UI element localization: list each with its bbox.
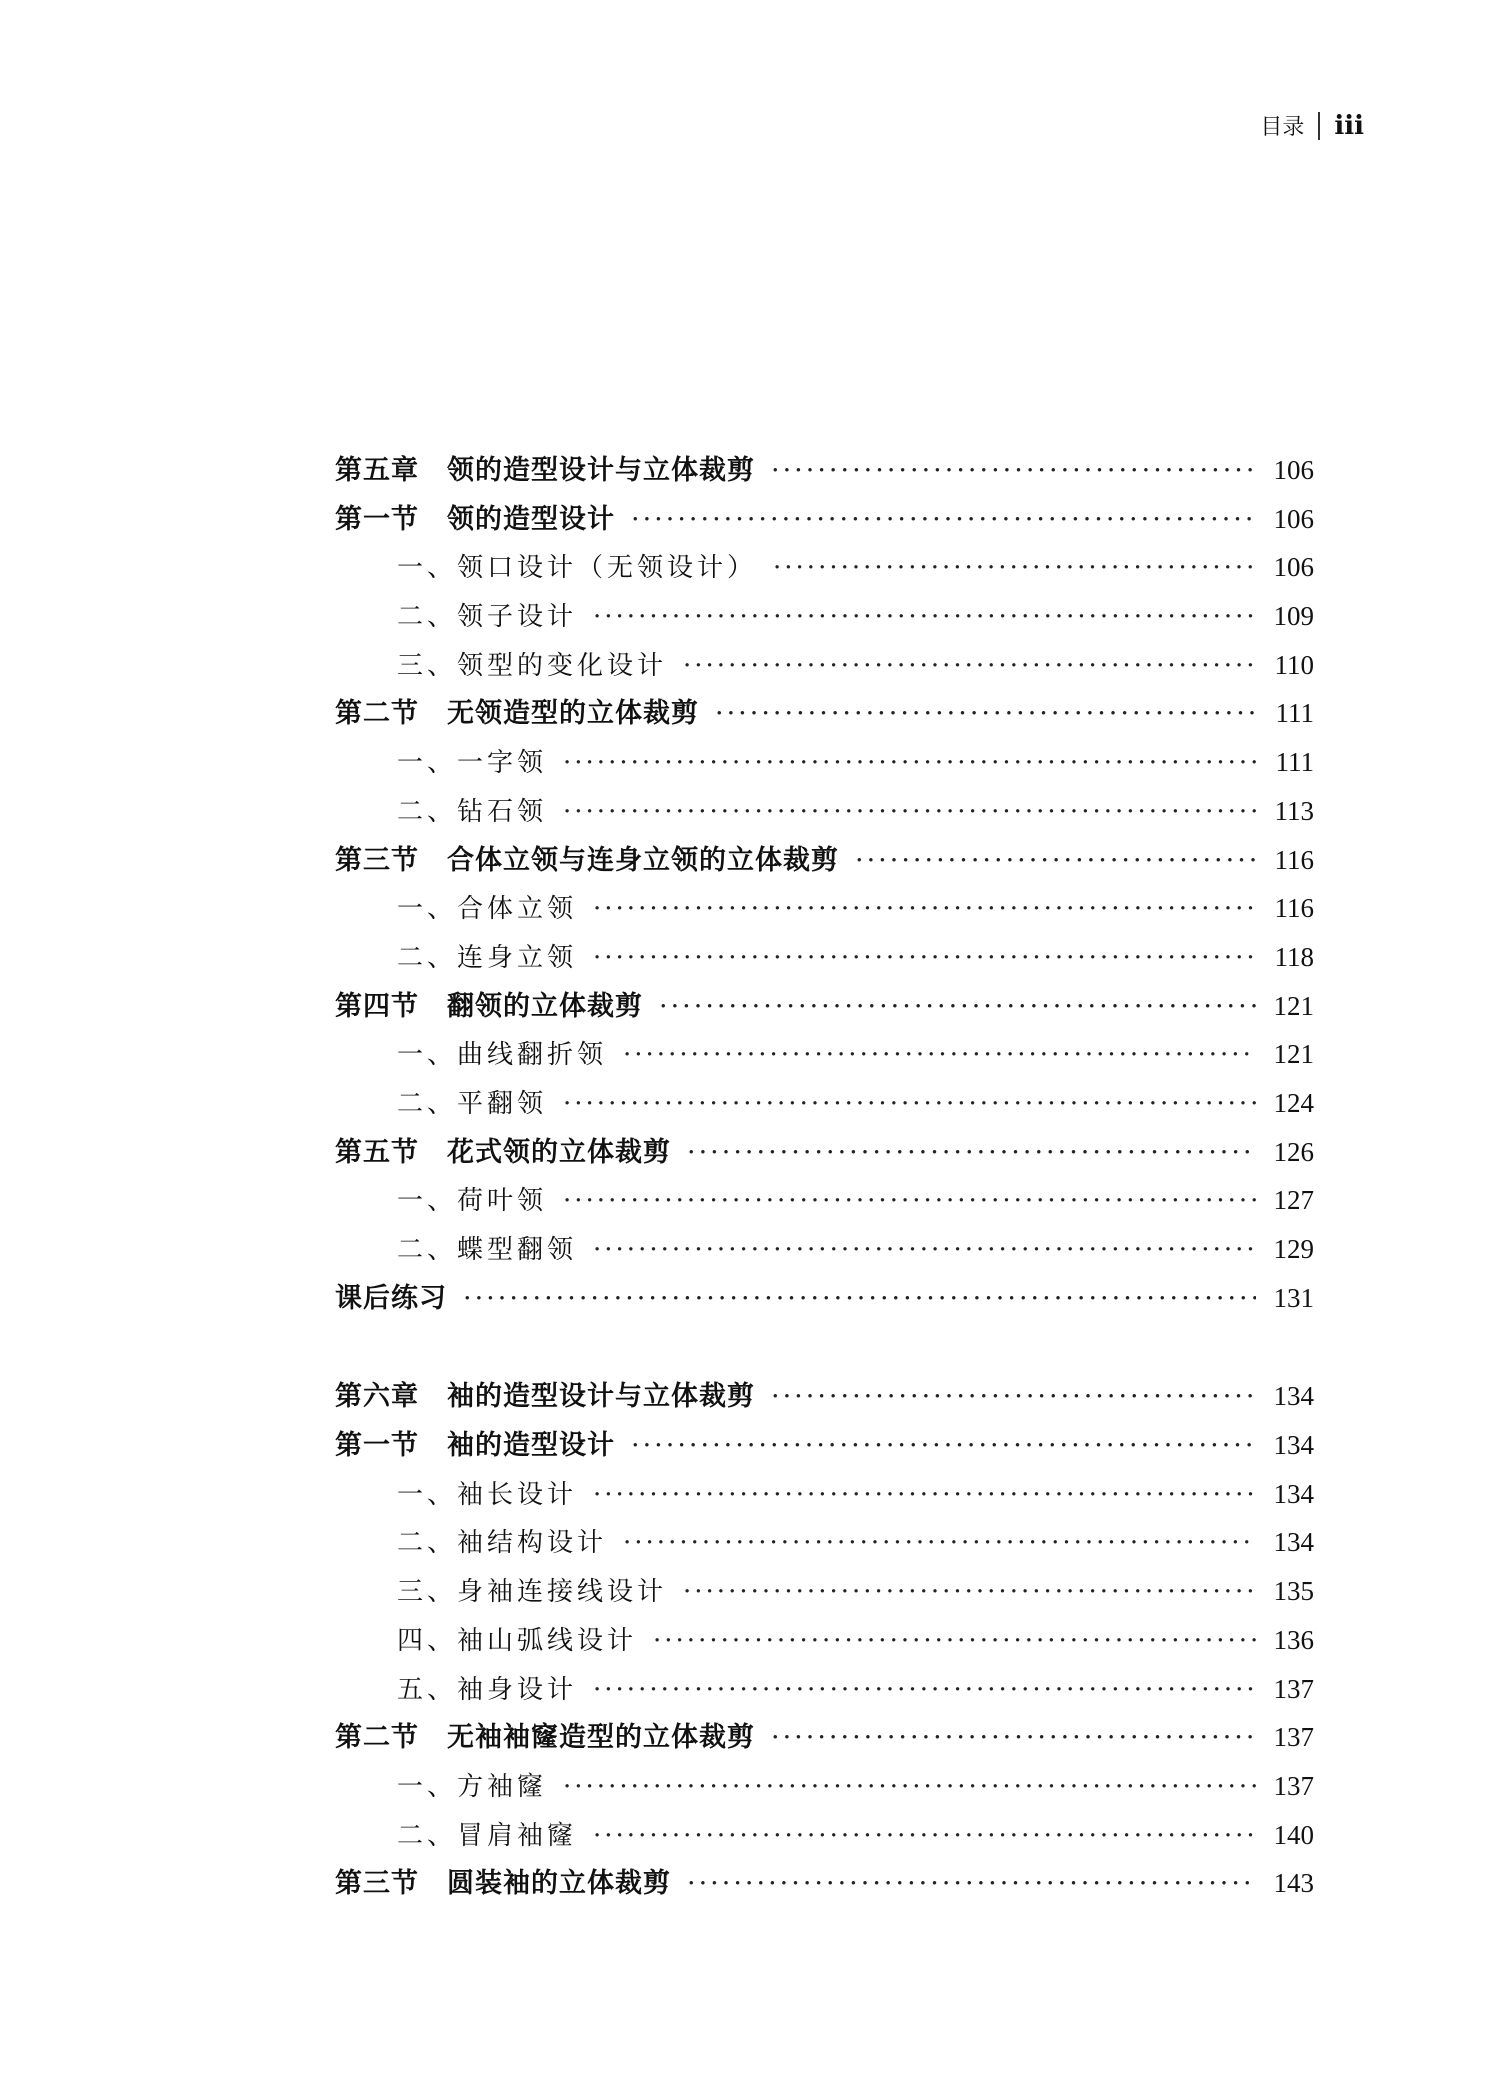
dot-leader xyxy=(771,447,1256,496)
toc-entry-title: 圆装袖的立体裁剪 xyxy=(447,1868,671,1900)
toc-entry-page: 118 xyxy=(1274,941,1314,972)
toc-entry-item[interactable] xyxy=(335,1518,1314,1567)
toc-entry-section[interactable] xyxy=(335,1421,1314,1470)
toc-entry-page: 129 xyxy=(1273,1234,1314,1264)
toc-entry-section[interactable] xyxy=(335,1274,1314,1323)
toc-entry-title: 领的造型设计与立体裁剪 xyxy=(447,455,755,486)
toc-entry-number: 第四节 xyxy=(335,990,419,1022)
toc-entry-number: 课后练习 xyxy=(335,1282,447,1314)
toc-entry-page: 135 xyxy=(1273,1576,1314,1607)
dot-leader xyxy=(771,1373,1256,1422)
dot-leader xyxy=(715,690,1256,739)
toc-entry-page: 121 xyxy=(1273,990,1314,1021)
toc-entry-title: 二、袖结构设计 xyxy=(397,1528,608,1559)
toc-entry-section[interactable] xyxy=(335,1128,1314,1177)
toc-entry-number: 第五节 xyxy=(335,1136,419,1168)
dot-leader xyxy=(593,1471,1256,1520)
toc-entry-title: 无领造型的立体裁剪 xyxy=(447,698,699,730)
header-page-number: iii xyxy=(1334,110,1364,141)
toc-entry-item[interactable] xyxy=(335,1470,1314,1519)
toc-chapter-block xyxy=(335,1372,1314,1908)
toc-entry-number: 第三节 xyxy=(335,844,419,876)
toc-entry-page: 126 xyxy=(1273,1136,1314,1167)
toc-entry-number: 第三节 xyxy=(335,1868,419,1900)
toc-entry-page: 106 xyxy=(1273,503,1314,534)
toc-entry-page: 143 xyxy=(1273,1868,1314,1899)
toc-entry-section[interactable] xyxy=(335,495,1314,544)
toc-entry-title: 一、合体立领 xyxy=(397,894,578,925)
toc-entry-number: 第二节 xyxy=(335,1722,419,1754)
dot-leader xyxy=(593,593,1256,642)
toc-entry-title: 四、袖山弧线设计 xyxy=(397,1625,638,1656)
dot-leader xyxy=(563,788,1256,837)
toc-entry-page: 116 xyxy=(1274,844,1314,875)
toc-entry-page: 127 xyxy=(1273,1185,1314,1216)
toc-entry-page: 106 xyxy=(1273,455,1314,485)
toc-entry-page: 109 xyxy=(1273,601,1314,632)
toc-entry-item[interactable] xyxy=(335,1176,1314,1225)
toc-entry-title: 二、冒肩袖窿 xyxy=(397,1820,578,1851)
toc-entry-title: 袖的造型设计与立体裁剪 xyxy=(447,1381,755,1413)
toc-entry-chapter[interactable] xyxy=(335,446,1314,495)
toc-entry-title: 五、袖身设计 xyxy=(397,1674,578,1705)
toc-entry-item[interactable] xyxy=(335,1665,1314,1714)
header-divider xyxy=(1318,112,1320,140)
dot-leader xyxy=(683,642,1256,691)
toc-entry-page: 134 xyxy=(1273,1381,1314,1412)
toc-entry-item[interactable] xyxy=(335,1616,1314,1665)
toc-entry-title: 三、身袖连接线设计 xyxy=(397,1577,668,1608)
toc-entry-title: 一、领口设计（无领设计） xyxy=(397,553,758,584)
dot-leader xyxy=(463,1275,1256,1324)
toc-entry-page: 110 xyxy=(1274,649,1314,680)
toc-entry-title: 二、连身立领 xyxy=(397,942,578,973)
toc-entry-item[interactable] xyxy=(335,787,1314,836)
toc-entry-title: 一、方袖窿 xyxy=(397,1771,548,1802)
toc-entry-page: 134 xyxy=(1273,1478,1314,1509)
dot-leader xyxy=(855,837,1256,886)
dot-leader xyxy=(623,1519,1256,1568)
table-of-contents xyxy=(335,446,1314,1908)
toc-entry-title: 袖的造型设计 xyxy=(447,1430,615,1462)
toc-entry-item[interactable] xyxy=(335,884,1314,933)
toc-entry-page: 136 xyxy=(1273,1624,1314,1655)
toc-entry-item[interactable] xyxy=(335,1762,1314,1811)
toc-entry-number: 第一节 xyxy=(335,1430,419,1462)
toc-entry-title: 一、一字领 xyxy=(397,748,548,779)
dot-leader xyxy=(593,885,1256,934)
toc-entry-title: 二、钻石领 xyxy=(397,796,548,827)
dot-leader xyxy=(563,1763,1256,1812)
toc-entry-item[interactable] xyxy=(335,738,1314,787)
running-header xyxy=(1260,110,1364,141)
toc-entry-page: 116 xyxy=(1274,893,1314,924)
toc-entry-item[interactable] xyxy=(335,641,1314,690)
toc-entry-page: 106 xyxy=(1273,552,1314,583)
toc-entry-title: 三、领型的变化设计 xyxy=(397,650,668,681)
toc-entry-section[interactable] xyxy=(335,836,1314,885)
toc-entry-item[interactable] xyxy=(335,543,1314,592)
dot-leader xyxy=(631,496,1256,545)
toc-entry-section[interactable] xyxy=(335,982,1314,1031)
dot-leader xyxy=(659,983,1256,1032)
toc-entry-item[interactable] xyxy=(335,1030,1314,1079)
toc-entry-number: 第六章 xyxy=(335,1381,419,1413)
toc-entry-item[interactable] xyxy=(335,592,1314,641)
dot-leader xyxy=(563,1080,1256,1129)
toc-entry-page: 137 xyxy=(1273,1673,1314,1704)
toc-entry-title: 一、荷叶领 xyxy=(397,1186,548,1217)
toc-entry-item[interactable] xyxy=(335,1079,1314,1128)
toc-entry-title: 二、平翻领 xyxy=(397,1088,548,1119)
toc-entry-title: 二、蝶型翻领 xyxy=(397,1235,578,1265)
toc-entry-page: 140 xyxy=(1273,1819,1314,1850)
toc-entry-page: 113 xyxy=(1274,795,1314,826)
toc-entry-page: 134 xyxy=(1273,1430,1314,1461)
dot-leader xyxy=(653,1617,1256,1666)
toc-entry-page: 121 xyxy=(1273,1039,1314,1070)
dot-leader xyxy=(593,934,1256,983)
toc-entry-item[interactable] xyxy=(335,933,1314,982)
toc-entry-page: 131 xyxy=(1273,1282,1314,1313)
toc-entry-item[interactable] xyxy=(335,1567,1314,1616)
toc-chapter-block xyxy=(335,446,1314,1322)
dot-leader xyxy=(687,1129,1256,1178)
toc-entry-section[interactable] xyxy=(335,689,1314,738)
toc-entry-page: 111 xyxy=(1275,747,1314,778)
toc-entry-chapter[interactable] xyxy=(335,1372,1314,1421)
toc-entry-page: 124 xyxy=(1273,1087,1314,1118)
dot-leader xyxy=(593,1812,1256,1861)
toc-entry-title: 花式领的立体裁剪 xyxy=(447,1136,671,1168)
dot-leader xyxy=(683,1568,1256,1617)
toc-entry-title: 合体立领与连身立领的立体裁剪 xyxy=(447,844,839,876)
dot-leader xyxy=(593,1666,1256,1715)
dot-leader xyxy=(563,1177,1256,1226)
dot-leader xyxy=(773,544,1256,593)
dot-leader xyxy=(631,1422,1256,1471)
toc-entry-title: 二、领子设计 xyxy=(397,602,578,633)
toc-entry-number: 第二节 xyxy=(335,698,419,730)
toc-entry-item[interactable] xyxy=(335,1811,1314,1860)
toc-entry-title: 领的造型设计 xyxy=(447,503,615,535)
toc-entry-title: 一、曲线翻折领 xyxy=(397,1040,608,1071)
toc-entry-number: 第一节 xyxy=(335,503,419,535)
toc-entry-item[interactable] xyxy=(335,1225,1314,1274)
toc-entry-page: 137 xyxy=(1273,1722,1314,1753)
dot-leader xyxy=(593,1226,1256,1275)
toc-entry-number: 第五章 xyxy=(335,455,419,486)
toc-entry-title: 翻领的立体裁剪 xyxy=(447,990,643,1022)
toc-entry-page: 134 xyxy=(1273,1527,1314,1558)
dot-leader xyxy=(687,1860,1256,1909)
toc-entry-title: 无袖袖窿造型的立体裁剪 xyxy=(447,1722,755,1754)
header-title: 目录 xyxy=(1260,115,1305,140)
dot-leader xyxy=(771,1714,1256,1763)
toc-entry-title: 一、袖长设计 xyxy=(397,1479,578,1510)
toc-entry-section[interactable] xyxy=(335,1859,1314,1908)
toc-entry-page: 137 xyxy=(1273,1770,1314,1801)
dot-leader xyxy=(623,1031,1256,1080)
toc-entry-page: 111 xyxy=(1275,698,1314,729)
dot-leader xyxy=(563,739,1256,788)
toc-entry-section[interactable] xyxy=(335,1713,1314,1762)
